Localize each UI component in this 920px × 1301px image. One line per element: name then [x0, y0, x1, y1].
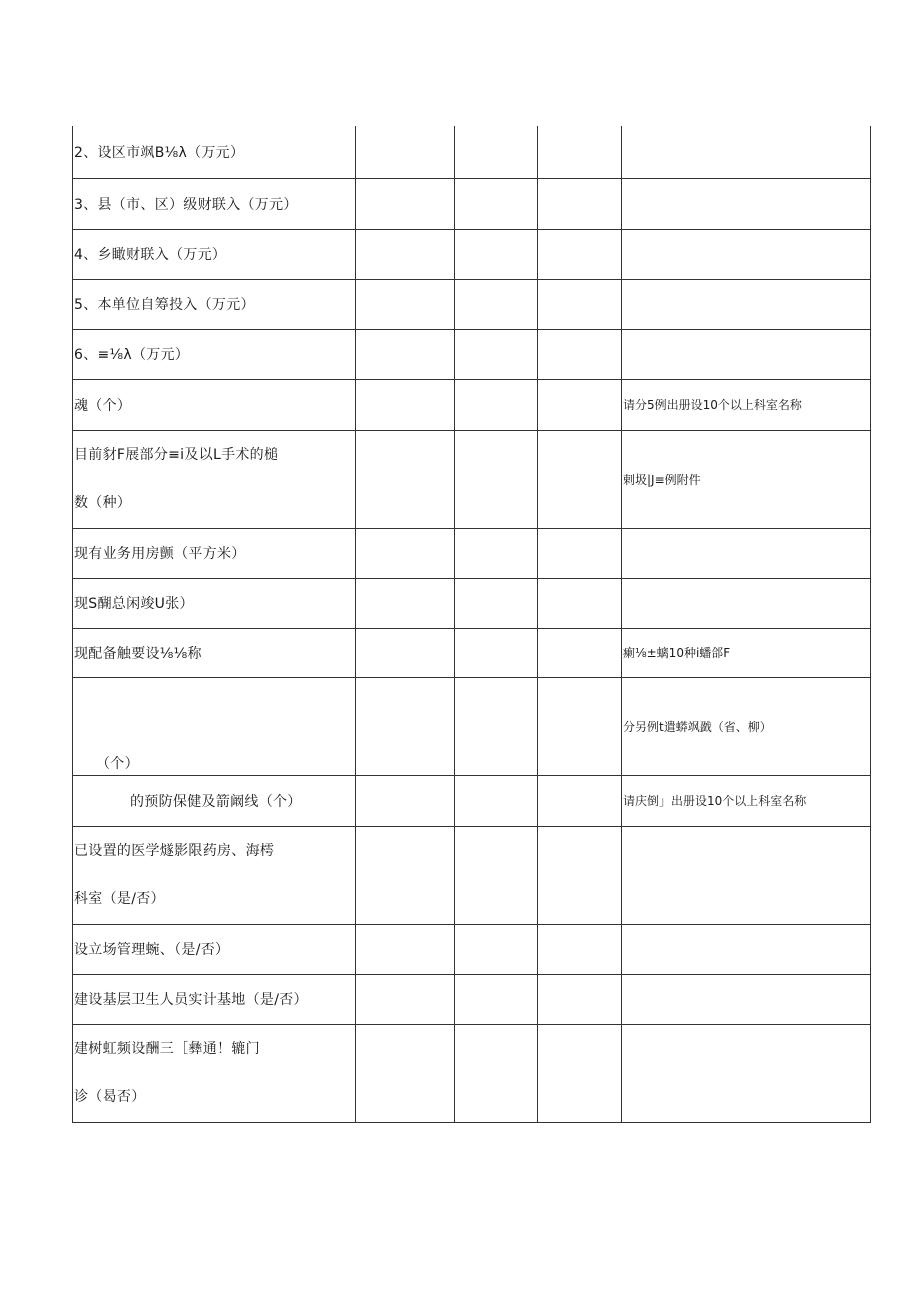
value-cell[interactable] — [455, 974, 538, 1024]
value-cell[interactable] — [455, 1024, 538, 1122]
table-row — [73, 329, 871, 379]
row-label: （个） — [73, 677, 356, 775]
value-cell[interactable] — [455, 775, 538, 826]
note-cell — [622, 229, 871, 279]
note-cell — [622, 1024, 871, 1122]
row-label: 目前豺F展部分≡i及以L手术的槌 数（种） — [73, 430, 356, 528]
value-cell[interactable] — [455, 178, 538, 229]
note-cell — [622, 974, 871, 1024]
value-cell[interactable] — [538, 279, 622, 329]
value-cell[interactable] — [356, 379, 455, 430]
form-table — [72, 126, 871, 1123]
table-row — [73, 677, 871, 775]
row-label: 已设置的医学燧影限药房、海樗 科室（是/否） — [73, 826, 356, 924]
table-row — [73, 279, 871, 329]
table-row — [73, 974, 871, 1024]
value-cell[interactable] — [538, 826, 622, 924]
value-cell[interactable] — [356, 974, 455, 1024]
value-cell[interactable] — [538, 430, 622, 528]
table-row — [73, 924, 871, 974]
row-label: 的预防保健及箭阚线（个） — [73, 775, 356, 826]
row-label: 3、县（市、区）级财联入（万元） — [73, 178, 356, 229]
note-cell — [622, 178, 871, 229]
table-row — [73, 126, 871, 178]
value-cell[interactable] — [455, 279, 538, 329]
value-cell[interactable] — [538, 677, 622, 775]
value-cell[interactable] — [538, 126, 622, 178]
row-label: 现S醐总闲竣U张） — [73, 578, 356, 628]
note-cell — [622, 924, 871, 974]
value-cell[interactable] — [538, 775, 622, 826]
value-cell[interactable] — [538, 578, 622, 628]
value-cell[interactable] — [455, 126, 538, 178]
value-cell[interactable] — [356, 578, 455, 628]
value-cell[interactable] — [356, 677, 455, 775]
value-cell[interactable] — [455, 924, 538, 974]
note-cell: 请分5例出册设10个以上科室名称 — [622, 379, 871, 430]
table-row — [73, 528, 871, 578]
value-cell[interactable] — [356, 924, 455, 974]
row-label: 5、本单位自筹投入（万元） — [73, 279, 356, 329]
value-cell[interactable] — [455, 329, 538, 379]
value-cell[interactable] — [538, 628, 622, 677]
value-cell[interactable] — [538, 1024, 622, 1122]
row-label: 现配备触要设⅛⅛称 — [73, 628, 356, 677]
table-row — [73, 379, 871, 430]
table-row — [73, 628, 871, 677]
row-label: 6、≡⅛λ（万元） — [73, 329, 356, 379]
value-cell[interactable] — [356, 628, 455, 677]
value-cell[interactable] — [538, 974, 622, 1024]
value-cell[interactable] — [538, 178, 622, 229]
note-cell — [622, 329, 871, 379]
value-cell[interactable] — [356, 229, 455, 279]
table-row — [73, 826, 871, 924]
row-label: 设立场管理蜿、（是/否） — [73, 924, 356, 974]
value-cell[interactable] — [455, 430, 538, 528]
value-cell[interactable] — [455, 528, 538, 578]
value-cell[interactable] — [538, 528, 622, 578]
note-cell: 剌圾|J≡例附件 — [622, 430, 871, 528]
row-label: 建树虹频设酬三［彝通！辘门 诊（曷否） — [73, 1024, 356, 1122]
value-cell[interactable] — [538, 924, 622, 974]
table-row — [73, 430, 871, 528]
table-row — [73, 229, 871, 279]
value-cell[interactable] — [356, 329, 455, 379]
note-cell — [622, 279, 871, 329]
value-cell[interactable] — [356, 178, 455, 229]
value-cell[interactable] — [356, 126, 455, 178]
row-label: 魂（个） — [73, 379, 356, 430]
row-label: 2、设区市飒B⅛λ（万元） — [73, 126, 356, 178]
row-label: 建设基层卫生人员实计基地（是/否） — [73, 974, 356, 1024]
value-cell[interactable] — [455, 578, 538, 628]
value-cell[interactable] — [455, 229, 538, 279]
value-cell[interactable] — [356, 775, 455, 826]
row-label: 4、乡瞰财联入（万元） — [73, 229, 356, 279]
note-cell — [622, 126, 871, 178]
value-cell[interactable] — [356, 430, 455, 528]
value-cell[interactable] — [455, 826, 538, 924]
value-cell[interactable] — [538, 329, 622, 379]
value-cell[interactable] — [455, 628, 538, 677]
row-label: 现有业务用房颤（平方米） — [73, 528, 356, 578]
value-cell[interactable] — [455, 677, 538, 775]
value-cell[interactable] — [356, 279, 455, 329]
note-cell: 分另例t遣蟒飒戤（省、柳） — [622, 677, 871, 775]
table-row — [73, 1024, 871, 1122]
note-cell — [622, 528, 871, 578]
value-cell[interactable] — [356, 1024, 455, 1122]
table-row — [73, 178, 871, 229]
value-cell[interactable] — [538, 229, 622, 279]
value-cell[interactable] — [356, 826, 455, 924]
note-cell: 瘌⅛±螭10种i蟠郃F — [622, 628, 871, 677]
value-cell[interactable] — [538, 379, 622, 430]
note-cell — [622, 826, 871, 924]
value-cell[interactable] — [455, 379, 538, 430]
value-cell[interactable] — [356, 528, 455, 578]
table-row — [73, 578, 871, 628]
note-cell: 请庆倒」出册设10个以上科室名称 — [622, 775, 871, 826]
table-row — [73, 775, 871, 826]
note-cell — [622, 578, 871, 628]
